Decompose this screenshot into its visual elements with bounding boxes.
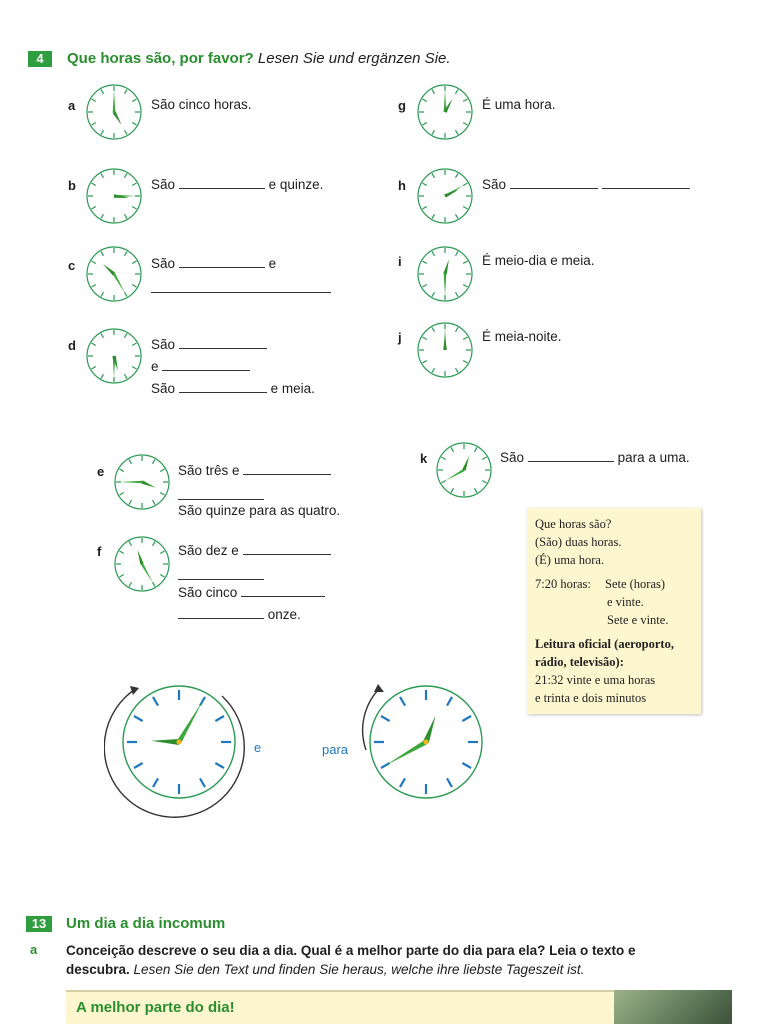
- clock-a: [84, 82, 144, 142]
- big-clock-e-label: e: [254, 740, 262, 755]
- clock-i: [415, 244, 475, 304]
- exercise-instruction: Lesen Sie und ergänzen Sie.: [257, 50, 451, 67]
- item-f-line3: São cinco: [178, 584, 325, 602]
- answer-blank[interactable]: [510, 176, 598, 189]
- clock-face: [84, 166, 144, 226]
- item-e-line1: São três e: [178, 462, 331, 480]
- clock-f: [112, 534, 172, 594]
- clock-b: [84, 166, 144, 226]
- clock-face: [415, 320, 475, 380]
- info-official-title: Leitura oficial (aeroporto,: [535, 637, 674, 651]
- info-official-title: rádio, televisão):: [535, 655, 624, 669]
- clock-e: [112, 452, 172, 512]
- answer-blank[interactable]: [602, 176, 690, 189]
- big-clock-para-label: para: [322, 742, 349, 757]
- item-letter-b: b: [68, 178, 76, 193]
- exercise-heading: [67, 50, 451, 67]
- item-f-line1: São dez e: [178, 542, 331, 560]
- item-letter-g: g: [398, 98, 406, 113]
- portrait-photo: [614, 990, 732, 1024]
- clock-center: [424, 740, 429, 745]
- item-b-text: São e quinze.: [151, 177, 324, 192]
- answer-blank[interactable]: [151, 280, 331, 293]
- info-line: Sete e vinte.: [607, 613, 669, 627]
- info-line: 21:32 vinte e uma horas: [535, 673, 656, 687]
- item-letter-i: i: [398, 254, 402, 269]
- answer-blank[interactable]: [243, 542, 331, 555]
- clock-face: [112, 452, 172, 512]
- info-line: (São) duas horas.: [535, 535, 622, 549]
- big-clock-e: [104, 680, 254, 820]
- arrow-head-icon: [130, 686, 139, 695]
- item-k-text: São para a uma.: [500, 450, 690, 465]
- arrow-head-icon: [374, 684, 384, 692]
- clock-face: [112, 534, 172, 594]
- item-letter-a: a: [68, 98, 76, 113]
- item-h-text: São: [482, 176, 690, 194]
- info-line: e vinte.: [607, 595, 644, 609]
- answer-blank[interactable]: [178, 567, 264, 580]
- answer-blank[interactable]: [178, 487, 264, 500]
- exercise-title: Um dia a dia incomum: [66, 915, 226, 932]
- clock-face: [415, 166, 475, 226]
- clock-face: [415, 82, 475, 142]
- clock-face: [84, 244, 144, 304]
- item-letter-j: j: [398, 330, 402, 345]
- answer-blank[interactable]: [179, 176, 265, 189]
- clock-k: [434, 440, 494, 500]
- answer-blank[interactable]: [178, 606, 264, 619]
- clock-d: [84, 326, 144, 386]
- answer-blank[interactable]: [528, 449, 614, 462]
- clock-h: [415, 166, 475, 226]
- exercise-title: Que horas são, por favor?: [67, 50, 254, 67]
- item-letter-h: h: [398, 178, 406, 193]
- item-letter-f: f: [97, 544, 102, 559]
- reading-panel: [66, 990, 614, 1024]
- item-letter-d: d: [68, 338, 76, 353]
- item-a-text: São cinco horas.: [151, 97, 252, 112]
- clock-center: [177, 740, 182, 745]
- item-letter-e: e: [97, 464, 105, 479]
- item-c-text: São e: [151, 256, 277, 271]
- clock-face: [84, 82, 144, 142]
- answer-blank[interactable]: [179, 336, 267, 349]
- clock-g: [415, 82, 475, 142]
- info-box: [527, 508, 701, 714]
- info-line: Que horas são?: [535, 517, 612, 531]
- reading-panel-title: A melhor parte do dia!: [76, 999, 235, 1016]
- clock-face: [434, 440, 494, 500]
- answer-blank[interactable]: [179, 380, 267, 393]
- clock-c: [84, 244, 144, 304]
- exercise-question: Conceição descreve o seu dia a dia. Qual é a melhor parte do dia para ela? Leia o texto e descubra. Lesen Sie den Text und finden Sie heraus, welche ihre liebste Tageszeit ist.: [66, 943, 636, 977]
- clock-j: [415, 320, 475, 380]
- answer-blank[interactable]: [241, 584, 325, 597]
- big-clock-para: [356, 680, 496, 820]
- sub-letter: a: [30, 942, 38, 957]
- item-letter-k: k: [420, 451, 428, 466]
- clock-face: [415, 244, 475, 304]
- exercise-number-badge: 13: [26, 916, 52, 932]
- item-i-text: É meio-dia e meia.: [482, 253, 595, 268]
- exercise-number-badge: 4: [28, 51, 52, 67]
- info-line: (É) uma hora.: [535, 553, 605, 567]
- item-d-line3: São e meia.: [151, 381, 315, 396]
- item-d-line1: São: [151, 336, 267, 354]
- answer-blank[interactable]: [162, 358, 250, 371]
- item-e-line3: São quinze para as quatro.: [178, 503, 341, 518]
- clock-face: [84, 326, 144, 386]
- item-letter-c: c: [68, 258, 76, 273]
- item-j-text: É meia-noite.: [482, 329, 562, 344]
- info-line: e trinta e dois minutos: [535, 691, 647, 705]
- answer-blank[interactable]: [179, 255, 265, 268]
- answer-blank[interactable]: [243, 462, 331, 475]
- item-d-line2: e: [151, 358, 250, 376]
- info-time-row: 7:20 horas: Sete (horas): [535, 577, 666, 591]
- item-f-line4: onze.: [178, 606, 301, 624]
- item-g-text: É uma hora.: [482, 97, 556, 112]
